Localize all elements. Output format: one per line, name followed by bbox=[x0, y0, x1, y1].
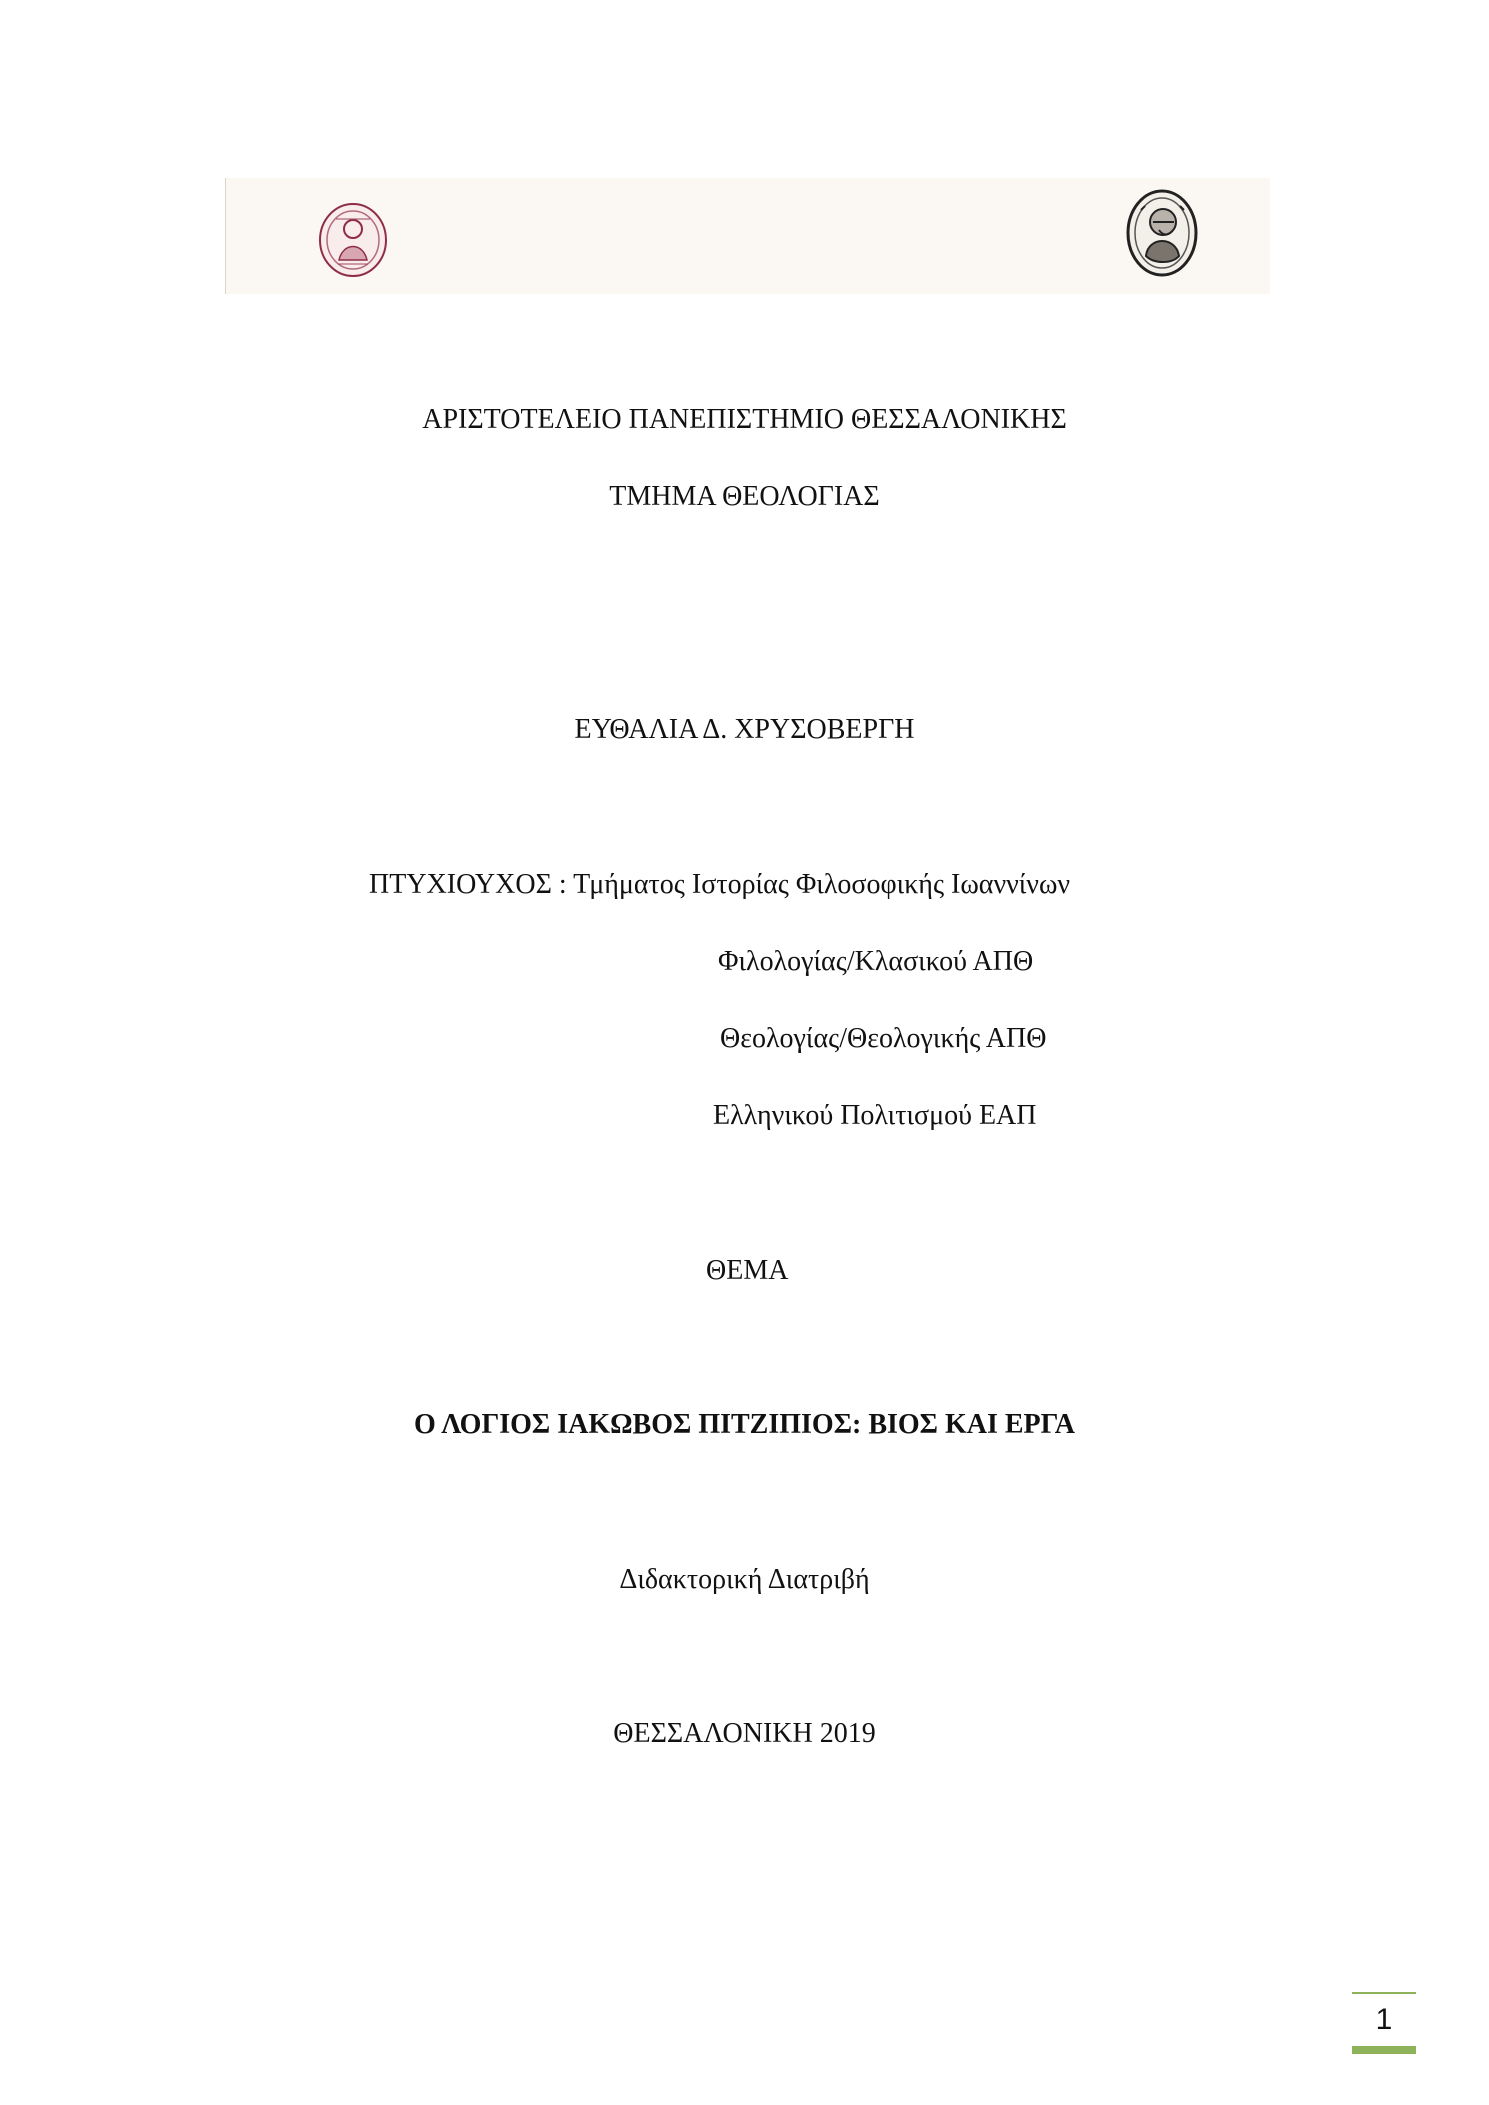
place-year: ΘΕΣΣΑΛΟΝΙΚΗ 2019 bbox=[613, 1718, 876, 1749]
degree-label: ΠΤΥΧΙΟΥΧΟΣ : bbox=[369, 869, 567, 900]
degree-heading bbox=[369, 867, 1070, 903]
page-number: 1 bbox=[1375, 2003, 1393, 2036]
department-name: ΤΜΗΜΑ ΘΕΟΛΟΓΙΑΣ bbox=[609, 481, 880, 512]
header-seal-band bbox=[225, 178, 1270, 294]
degree-item: Ελληνικού Πολιτισμού ΕΑΠ bbox=[713, 1100, 1037, 1131]
page-number-top-rule bbox=[1352, 1992, 1416, 1994]
author-name: ΕΥΘΑΛΙΑ Δ. ΧΡΥΣΟΒΕΡΓΗ bbox=[574, 714, 915, 745]
dissertation-title: Ο ΛΟΓΙΟΣ ΙΑΚΩΒΟΣ ΠΙΤΖΙΠΙΟΣ: ΒΙΟΣ ΚΑΙ ΕΡΓΑ bbox=[413, 1409, 1076, 1440]
topic-label: ΘΕΜΑ bbox=[706, 1255, 789, 1286]
degree-item: Φιλολογίας/Κλασικού ΑΠΘ bbox=[718, 946, 1034, 977]
degree-item: Θεολογίας/Θεολογικής ΑΠΘ bbox=[720, 1023, 1047, 1054]
university-name: ΑΡΙΣΤΟΤΕΛΕΙΟ ΠΑΝΕΠΙΣΤΗΜΙΟ ΘΕΣΣΑΛΟΝΙΚΗΣ bbox=[422, 404, 1067, 435]
page-number-bottom-rule bbox=[1352, 2046, 1416, 2054]
degree-item: Τμήματος Ιστορίας Φιλοσοφικής Ιωαννίνων bbox=[573, 869, 1071, 900]
university-seal-saint-icon bbox=[318, 202, 388, 278]
university-seal-aristotle-icon bbox=[1124, 188, 1200, 278]
document-type: Διδακτορική Διατριβή bbox=[619, 1564, 870, 1595]
page-number-box bbox=[1352, 1992, 1416, 2056]
